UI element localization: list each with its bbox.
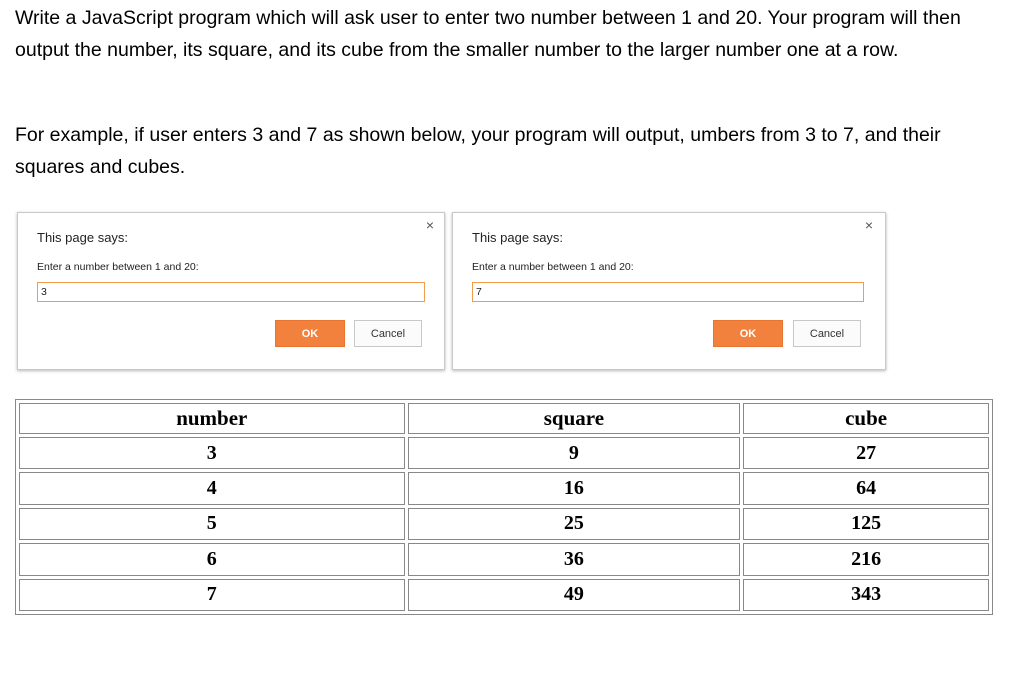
square-cell: 49	[408, 579, 741, 611]
prompt-dialog-second	[452, 212, 886, 370]
number-cell: 5	[19, 508, 405, 540]
table-row	[19, 543, 989, 575]
number-cell: 4	[19, 472, 405, 504]
cancel-button[interactable]: Cancel	[354, 320, 422, 347]
number-input[interactable]	[472, 282, 864, 302]
close-icon[interactable]: ×	[425, 217, 434, 233]
ok-button[interactable]: OK	[275, 320, 345, 347]
number-cell: 7	[19, 579, 405, 611]
ok-button[interactable]: OK	[713, 320, 783, 347]
results-table	[15, 399, 993, 615]
close-icon[interactable]: ×	[864, 217, 873, 233]
cube-cell: 343	[743, 579, 989, 611]
number-cell: 3	[19, 437, 405, 469]
cube-cell: 125	[743, 508, 989, 540]
dialog-message: Enter a number between 1 and 20:	[472, 261, 634, 273]
table-row	[19, 579, 989, 611]
header-number: number	[19, 403, 405, 434]
square-cell: 9	[408, 437, 741, 469]
dialog-title: This page says:	[472, 230, 564, 245]
example-paragraph: For example, if user enters 3 and 7 as shown below, your program will output, umbers from 3 to 7, and their squares and cubes.	[15, 124, 941, 178]
cube-cell: 64	[743, 472, 989, 504]
dialog-title: This page says:	[37, 230, 129, 245]
dialog-message: Enter a number between 1 and 20:	[37, 261, 199, 273]
instruction-paragraph: Write a JavaScript program which will ask user to enter two number between 1 and 20. Your program will then output the number, its square, and its cube from the smaller number to the larger number one at a row.	[15, 7, 961, 61]
prompt-dialog-first	[17, 212, 445, 370]
header-cube: cube	[743, 403, 989, 434]
square-cell: 25	[408, 508, 741, 540]
table-row	[19, 508, 989, 540]
number-input[interactable]	[37, 282, 425, 302]
number-cell: 6	[19, 543, 405, 575]
cube-cell: 216	[743, 543, 989, 575]
cancel-button[interactable]: Cancel	[793, 320, 861, 347]
header-square: square	[408, 403, 741, 434]
table-row	[19, 472, 989, 504]
table-header-row	[19, 403, 989, 434]
square-cell: 36	[408, 543, 741, 575]
square-cell: 16	[408, 472, 741, 504]
table-row	[19, 437, 989, 469]
cube-cell: 27	[743, 437, 989, 469]
